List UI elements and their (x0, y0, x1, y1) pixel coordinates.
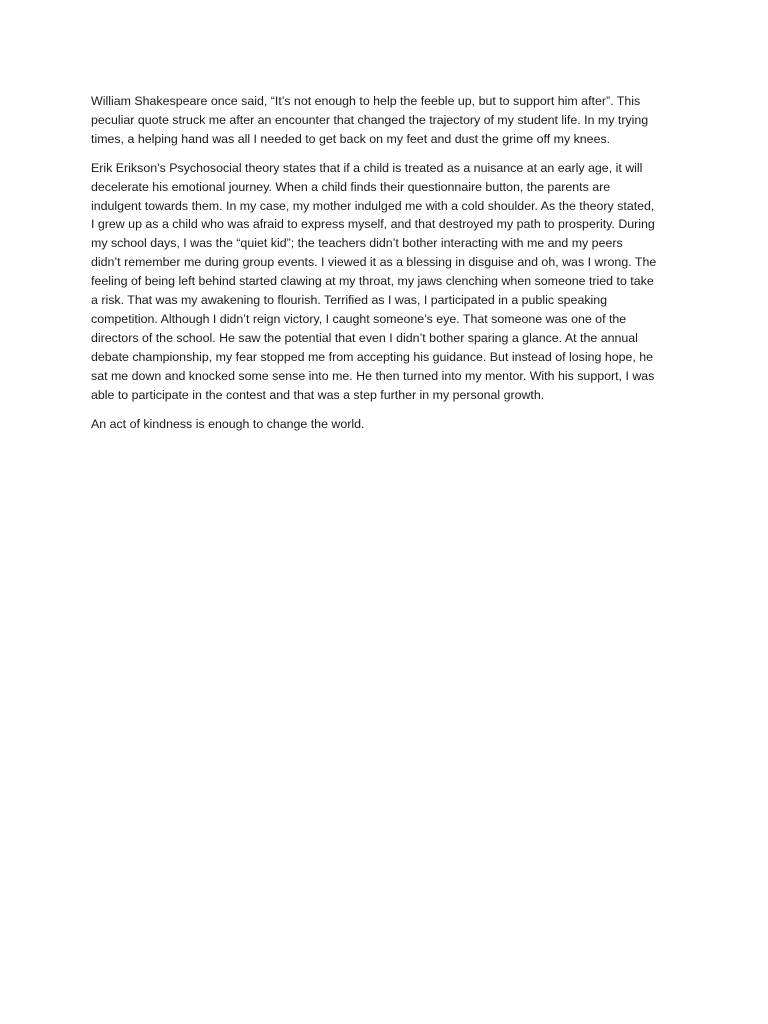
text-line: William Shakespeare once said, “It’s not enough to help the feeble up, but to support him after”. This (91, 94, 641, 108)
paragraph-1 (91, 92, 677, 149)
text-line: a risk. That was my awakening to flourish. Terrified as I was, I participated in a public speaking (91, 293, 608, 308)
text-line: times, a helping hand was all I needed to get back on my feet and dust the grime off my knees. (91, 131, 611, 146)
text-line: decelerate his emotional journey. When a child finds their questionnaire button, the parents are (91, 179, 611, 194)
text-line: peculiar quote struck me after an encounter that changed the trajectory of my student life. In my trying (91, 112, 649, 127)
text-line: directors of the school. He saw the potential that even I didn’t bother sparing a glance. At the annual (91, 330, 638, 345)
paragraph-3 (91, 415, 677, 434)
text-line: my school days, I was the “quiet kid”; the teachers didn’t bother interacting with me and my peers (91, 236, 623, 251)
text-line: An act of kindness is enough to change the world. (91, 416, 365, 431)
text-line: Erik Erikson’s Psychosocial theory states that if a child is treated as a nuisance at an early age, it will (91, 160, 643, 175)
text-line: able to participate in the contest and that was a step further in my personal growth. (91, 387, 545, 402)
document-body (91, 92, 677, 443)
text-line: feeling of being left behind started clawing at my throat, my jaws clenching when someone tried to take (91, 274, 654, 289)
text-line: debate championship, my fear stopped me from accepting his guidance. But instead of losing hope, he (91, 349, 654, 364)
text-line: didn’t remember me during group events. I viewed it as a blessing in disguise and oh, was I wrong. The (91, 255, 657, 270)
paragraph-2 (91, 159, 677, 405)
text-line: I grew up as a child who was afraid to express myself, and that destroyed my path to prosperity. During (91, 217, 655, 232)
text-line: sat me down and knocked some sense into me. He then turned into my mentor. With his support, I was (91, 368, 655, 383)
text-line: competition. Although I didn’t reign victory, I caught someone’s eye. That someone was one of the (91, 311, 627, 326)
text-line: indulgent towards them. In my case, my mother indulged me with a cold shoulder. As the theory stated, (91, 198, 655, 213)
